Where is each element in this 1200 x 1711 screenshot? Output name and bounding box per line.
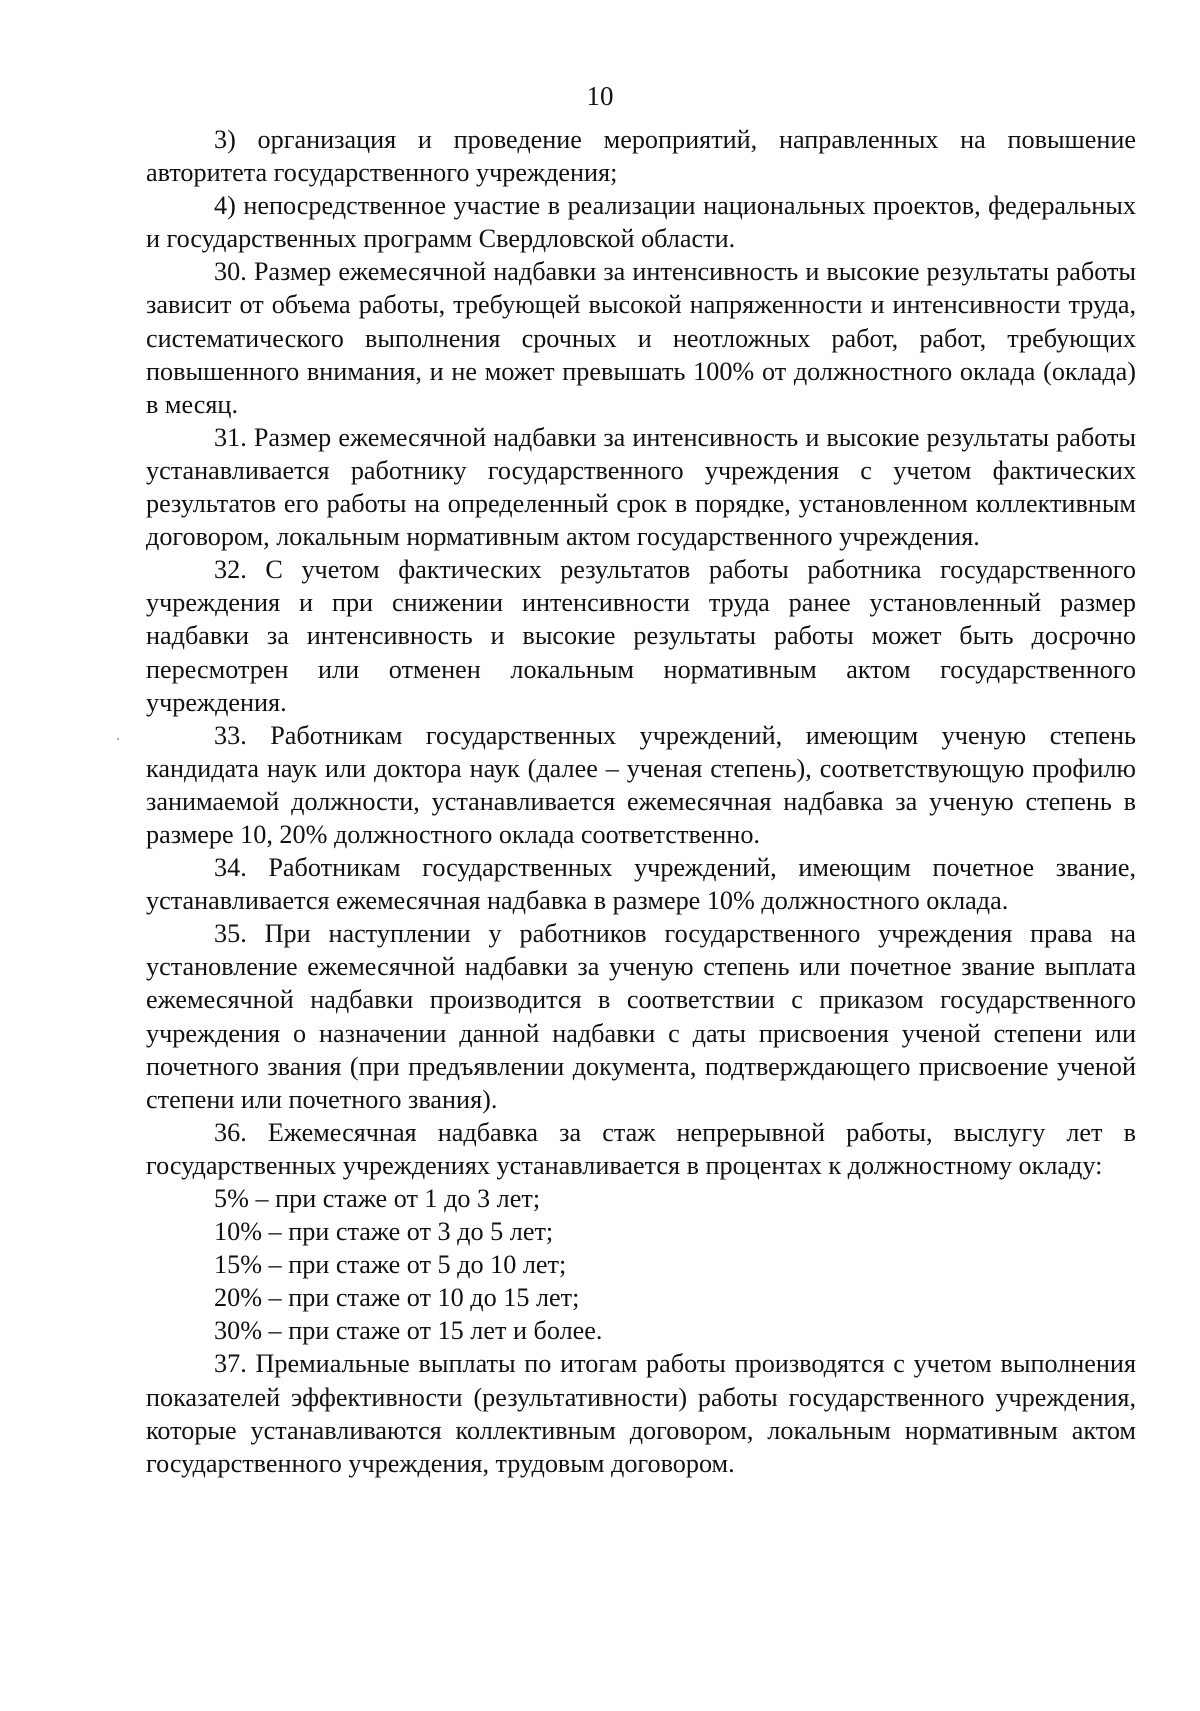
seniority-item: 15% – при стаже от 5 до 10 лет; — [214, 1250, 567, 1280]
paragraph-34: 34. Работникам государственных учреждений, имеющим почетное звание, устанавливается ежемесячная надбавка в размере 10% должностного оклада. — [146, 853, 1136, 916]
paragraph-item-4: 4) непосредственное участие в реализации национальных проектов, федеральных и государственных программ Свердловской области. — [146, 191, 1136, 254]
paragraph-32: 32. С учетом фактических результатов работы работника государственного учреждения и при снижении интенсивности труда ранее установленный размер надбавки за интенсивность и высокие результаты работы может быть досрочно пересмотрен или отменен локальным нормативным актом государственного учреждения. — [146, 555, 1136, 717]
paragraph-31: 31. Размер ежемесячной надбавки за интенсивность и высокие результаты работы устанавливается работнику государственного учреждения с учетом фактических результатов его работы на определенный срок в порядке, установленном коллективным договором, локальным нормативным актом государственного учреждения. — [146, 422, 1136, 552]
document-body — [146, 123, 1136, 1480]
paragraph-35: 35. При наступлении у работников государственного учреждения права на установление ежемесячной надбавки за ученую степень или почетное звание выплата ежемесячной надбавки производится в соответствии с приказом государственного учреждения о назначении данной надбавки с даты присвоения ученой степени или почетного звания (при предъявлении документа, подтверждающего присвоение ученой степени или почетного звания). — [146, 919, 1136, 1114]
seniority-item: 10% – при стаже от 3 до 5 лет; — [214, 1217, 554, 1247]
paragraph-37: 37. Премиальные выплаты по итогам работы производятся с учетом выполнения показателей эффективности (результативности) работы государственного учреждения, которые устанавливаются коллективным договором, локальным нормативным актом государственного учреждения, трудовым договором. — [146, 1349, 1136, 1478]
paragraph-36: 36. Ежемесячная надбавка за стаж непрерывной работы, выслугу лет в государственных учреждениях устанавливается в процентах к должностному окладу: — [146, 1117, 1136, 1180]
paragraph-30: 30. Размер ежемесячной надбавки за интенсивность и высокие результаты работы зависит от объема работы, требующей высокой напряженности и интенсивности труда, систематического выполнения срочных и неотложных работ, работ, требующих повышенного внимания, и не может превышать 100% от должностного оклада (оклада) в месяц. — [146, 257, 1136, 419]
paragraph-33: 33. Работникам государственных учреждений, имеющим ученую степень кандидата наук или доктора наук (далее – ученая степень), соответствующую профилю занимаемой должности, устанавливается ежемесячная надбавка за ученую степень в размере 10, 20% должностного оклада соответственно. — [146, 720, 1136, 849]
seniority-list — [146, 1182, 1136, 1347]
seniority-item: 30% – при стаже от 15 лет и более. — [214, 1316, 603, 1346]
page-number: 10 — [586, 81, 614, 111]
scan-speck — [117, 738, 119, 740]
seniority-item: 5% – при стаже от 1 до 3 лет; — [214, 1184, 541, 1213]
seniority-item: 20% – при стаже от 10 до 15 лет; — [214, 1283, 580, 1313]
paragraph-item-3: 3) организация и проведение мероприятий, направленных на повышение авторитета государственного учреждения; — [146, 125, 1136, 188]
